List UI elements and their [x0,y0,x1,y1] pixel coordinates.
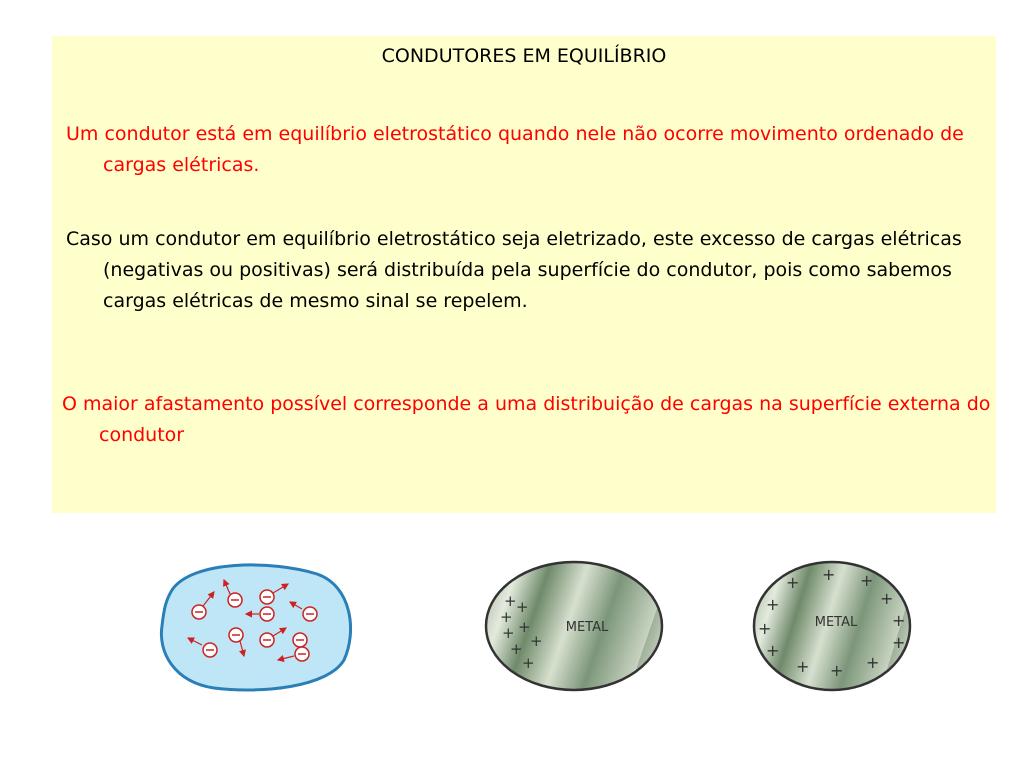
svg-text:+: + [860,571,874,590]
svg-text:+: + [504,592,517,610]
svg-text:+: + [530,632,543,650]
svg-text:+: + [892,633,906,652]
svg-text:+: + [518,618,531,636]
svg-text:+: + [502,624,515,642]
metal-label-left: METAL [565,620,609,635]
paragraph-equilibrium-definition: Um condutor está em equilíbrio eletrostático quando nele não ocorre movimento ordenado de cargas elétricas. [66,123,964,176]
metal-charges-one-side-illustration [470,550,670,702]
svg-text:+: + [796,657,810,676]
svg-text:+: + [510,640,523,658]
content-box [52,36,996,513]
svg-text:+: + [522,654,535,672]
svg-text:+: + [822,565,836,584]
metal-label-right: METAL [814,615,858,630]
paragraph-external-surface: O maior afastamento possível corresponde a uma distribuição de cargas na superfície externa do condutor [62,393,991,446]
slide-title: CONDUTORES EM EQUILÍBRIO [381,45,667,67]
svg-text:+: + [880,589,894,608]
svg-text:+: + [830,661,844,680]
svg-text:+: + [892,611,906,630]
svg-text:+: + [758,619,772,638]
metal-charges-surface-illustration [732,552,984,704]
svg-text:+: + [766,595,780,614]
svg-text:+: + [866,653,880,672]
svg-text:+: + [500,608,513,626]
paragraph-charge-distribution: Caso um condutor em equilíbrio eletrostático seja eletrizado, este excesso de cargas elétricas (negativas ou positivas) será distribuída pela superfície do condutor, pois como sabemos cargas elétricas de mesmo sinal se repelem. [66,228,962,312]
svg-text:+: + [516,598,529,616]
conductor-moving-charges-illustration [152,552,362,697]
svg-text:+: + [786,573,800,592]
svg-text:+: + [766,641,780,660]
